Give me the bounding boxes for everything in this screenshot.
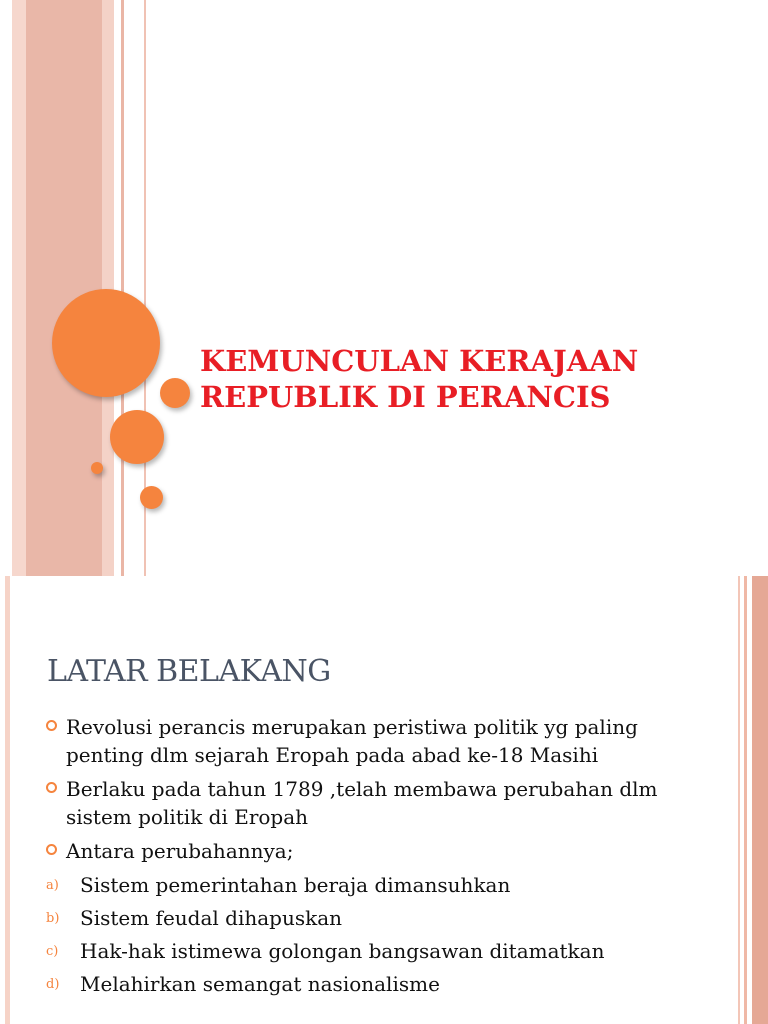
content-slide (0, 576, 768, 1024)
decor-stripe (121, 0, 124, 576)
sub-list-label: c) (46, 944, 59, 959)
bullet-circle-icon (46, 720, 57, 731)
slide-heading: LATAR BELAKANG (47, 654, 331, 689)
decor-circle (91, 462, 103, 474)
decor-stripe (26, 0, 102, 576)
sub-list-label: b) (46, 911, 60, 926)
list-item (44, 775, 684, 831)
list-item-text: Revolusi perancis merupakan peristiwa politik yg paling penting dlm sejarah Eropah pada abad ke-18 Masihi (66, 715, 638, 767)
slide-title-line: KEMUNCULAN KERAJAAN (200, 344, 639, 378)
decor-circle (160, 378, 190, 408)
decor-stripe (102, 0, 114, 576)
bullet-circle-icon (46, 844, 57, 855)
decor-circle (110, 410, 164, 464)
list-item-text: Berlaku pada tahun 1789 ,telah membawa perubahan dlm sistem politik di Eropah (66, 777, 658, 829)
list-item (44, 837, 684, 865)
sub-list-item (44, 970, 684, 998)
sub-list-label: d) (46, 977, 60, 992)
decor-circle (52, 289, 160, 397)
list-item-text: Antara perubahannya; (66, 839, 294, 863)
sub-list-label: a) (46, 878, 59, 893)
decor-stripe (5, 576, 10, 1024)
decor-circle (140, 486, 163, 509)
decor-stripe (12, 0, 26, 576)
sub-list-text: Sistem feudal dihapuskan (80, 906, 343, 930)
decor-stripe (752, 576, 768, 1024)
sub-list-item (44, 937, 684, 965)
sub-list-text: Hak-hak istimewa golongan bangsawan ditamatkan (80, 939, 605, 963)
sub-list-text: Melahirkan semangat nasionalisme (80, 972, 440, 996)
slide-title-line: REPUBLIK DI PERANCIS (200, 380, 611, 414)
bullet-list (44, 713, 684, 998)
sub-list-text: Sistem pemerintahan beraja dimansuhkan (80, 873, 511, 897)
slide-title (200, 343, 750, 415)
bullet-circle-icon (46, 782, 57, 793)
sub-list-item (44, 871, 684, 899)
decor-stripe (744, 576, 747, 1024)
list-item (44, 713, 684, 769)
sub-list-item (44, 904, 684, 932)
decor-stripe (738, 576, 740, 1024)
